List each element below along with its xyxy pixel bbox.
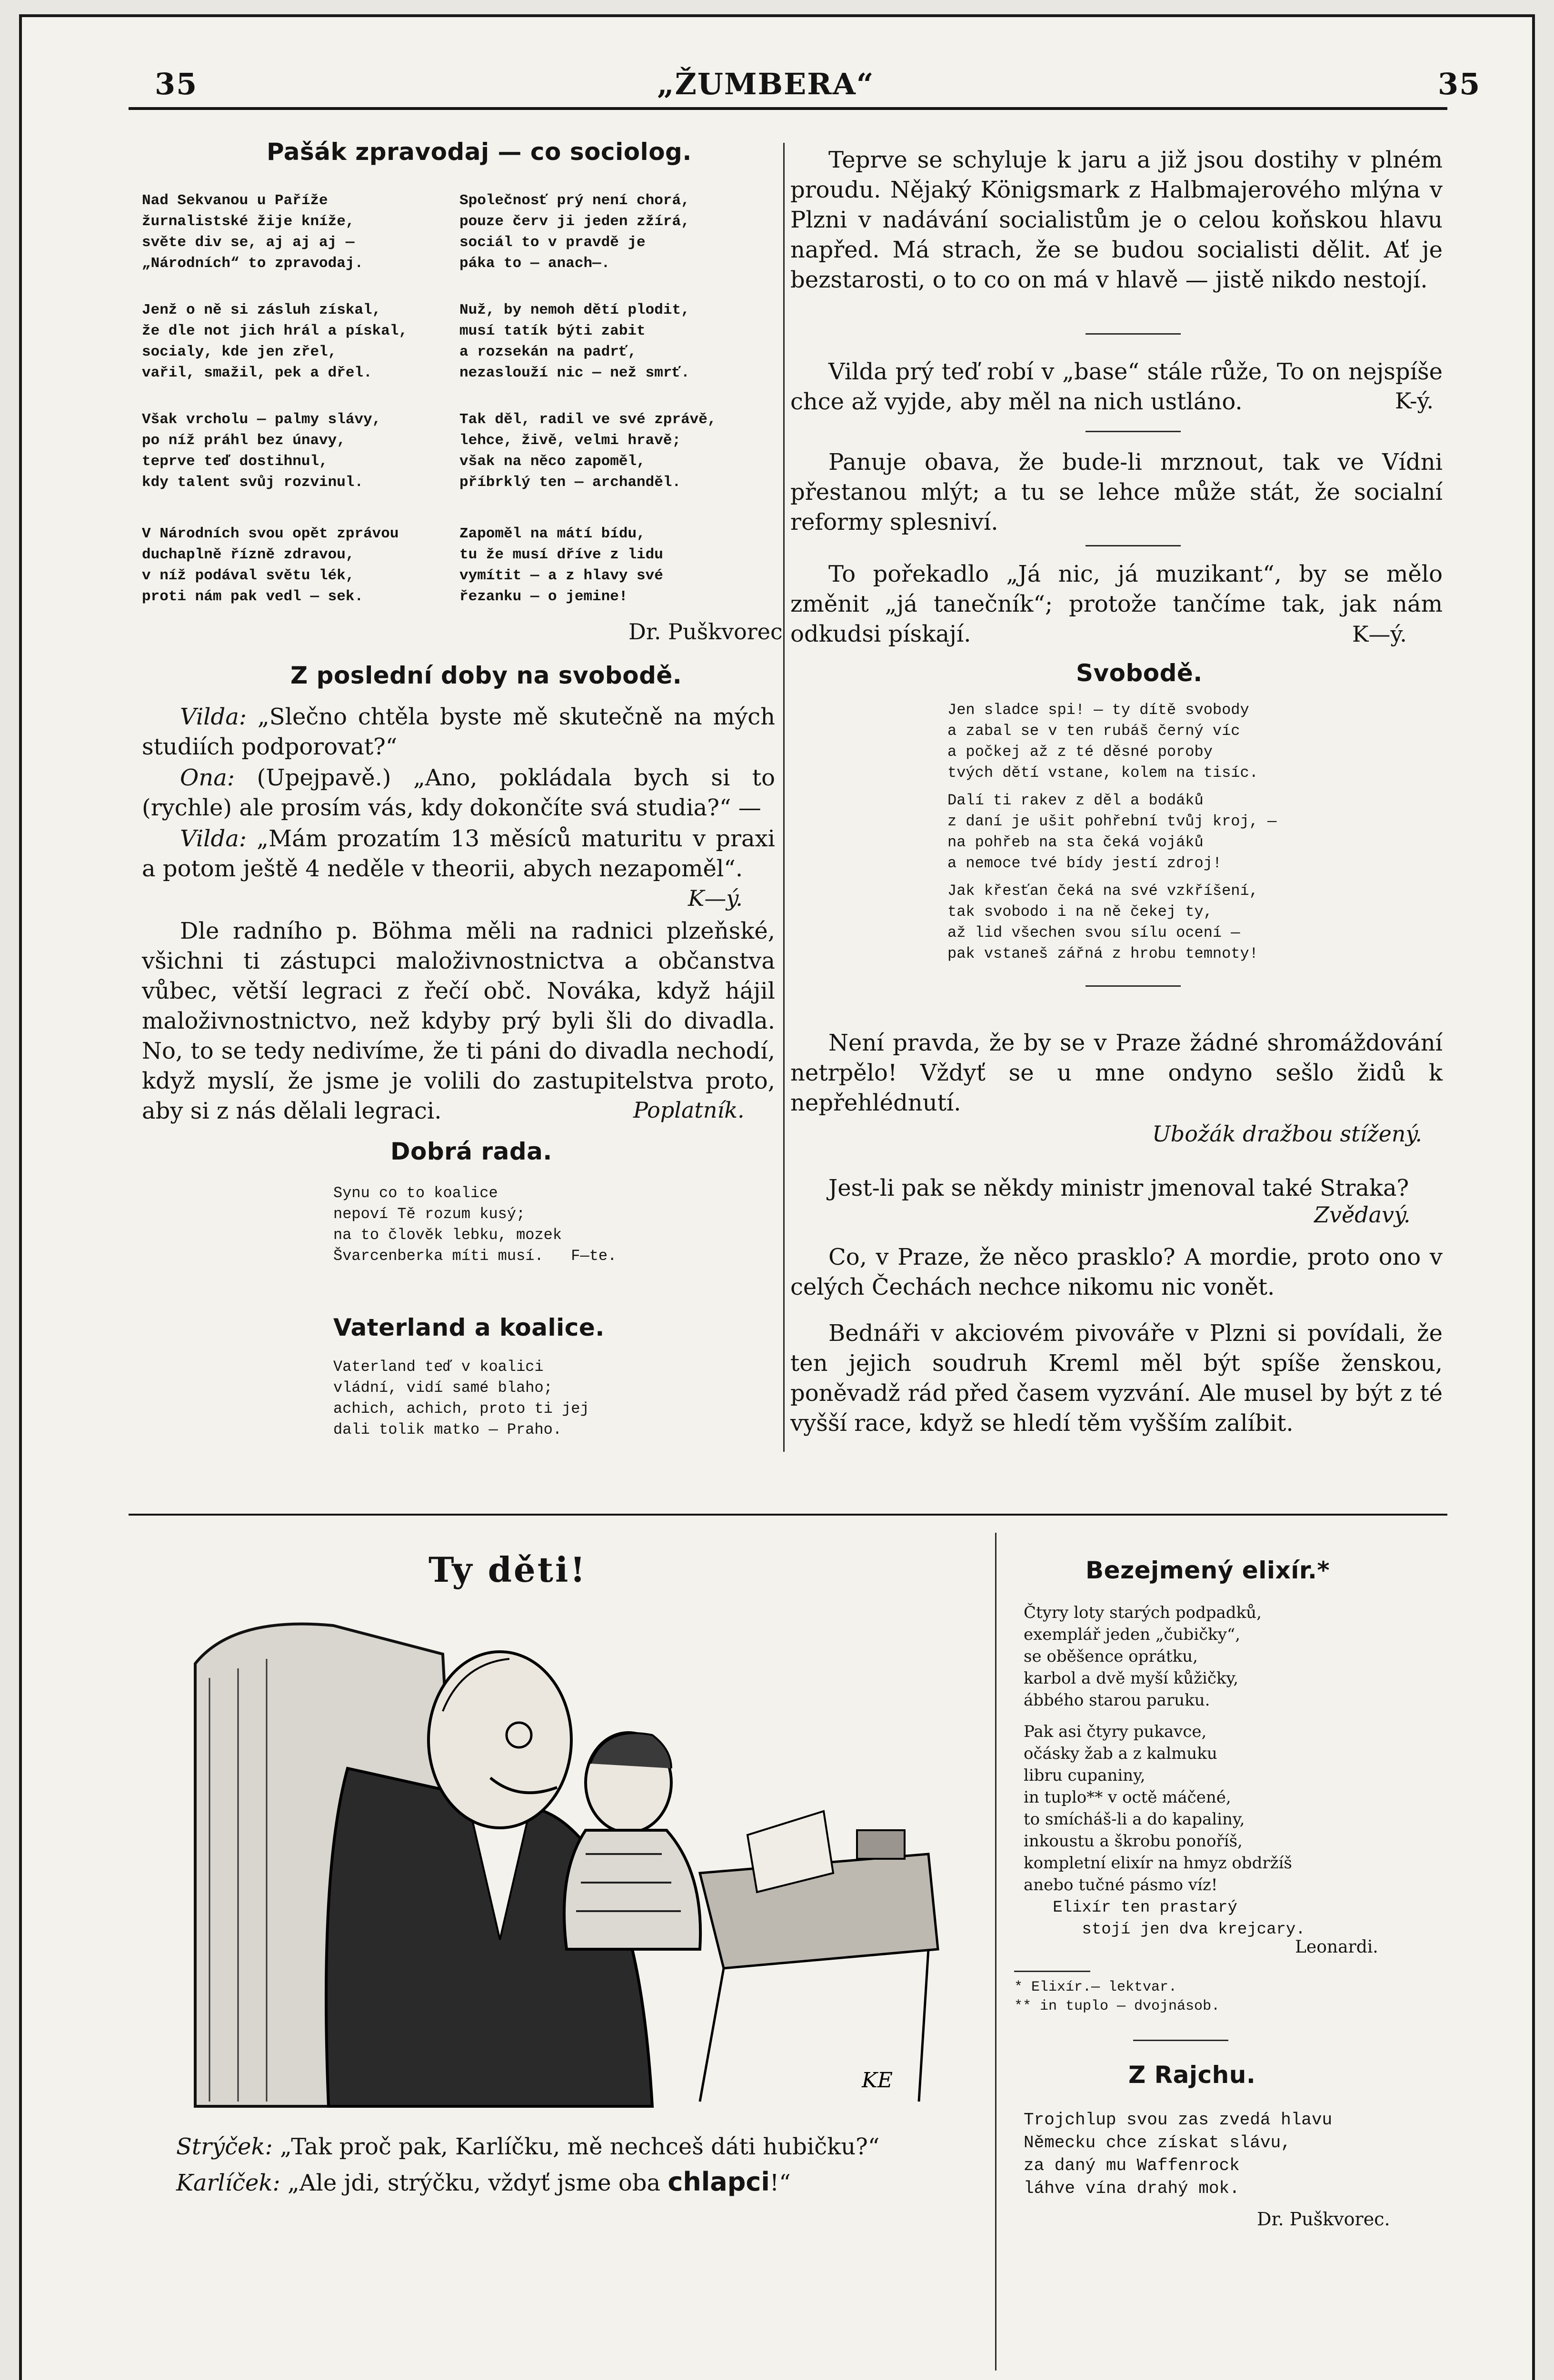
elixir-line: Čtyry loty starých podpadků, [1024,1603,1262,1622]
caption-1-text: „Tak proč pak, Karlíčku, mě nechceš dáti hubičku?“ [280,2133,880,2160]
elixir-line: kompletní elixír na hmyz obdržíš [1024,1854,1292,1873]
cartoon-column-divider [995,1533,996,2370]
box-on-desk [857,1830,905,1859]
elixir-closing: Elixír ten prastarý stojí jen dva krejcary. [1053,1899,1305,1939]
rajchu-poem: Trojchlup svou zas zvedá hlavu Německu chce získat slávu, za daný mu Waffenrock láhve vína drahý mok. [1024,2110,1333,2198]
header-rule [129,107,1447,110]
posledni-p1-text: „Slečno chtěla byste mě skutečně na mých studiích podporovat?“ [142,704,776,760]
caption-2-text: „Ale jdi, strýčku, vždyť jsme oba [287,2170,661,2196]
divider-3 [1086,545,1181,546]
pasak-title: Pašák zpravodaj — co sociolog. [267,138,692,166]
speaker-vilda: Vilda: [180,704,247,730]
praha-paragraph: Není pravda, že by se v Praze žádné shromáždování netrpělo! Vždyť se u mne ondyno sešlo židů k nepřehlédnutí. [790,1030,1443,1116]
bohm-signature: Poplatník. [633,1097,745,1123]
page-number-right: 35 [1438,67,1481,101]
caption-2-end: !“ [769,2170,791,2196]
elixir-line: inkoustu a škrobu ponoříš, [1024,1832,1243,1851]
praha-signature: Ubožák dražbou stížený. [1152,1121,1422,1147]
elixir-signature: Leonardi. [1295,1937,1378,1957]
divider-4 [1086,985,1181,987]
speaker-stryček: Strýček: [176,2133,273,2160]
elixir-line: in tuplo** v octě máčené, [1024,1788,1231,1807]
posledni-p3 [142,824,775,884]
elixir-line: očásky žab a z kalmuku [1024,1744,1217,1763]
masthead: „ŽUMBERA“ [657,67,875,101]
elixir-line: se oběšence oprátku, [1024,1647,1198,1666]
posledni-p2 [142,763,775,823]
elixir-line: ábbého starou paruku. [1024,1691,1210,1710]
dostihy-paragraph: Teprve se schyluje k jaru a již jsou dostihy v plném proudu. Nějaký Königsmark z Halbmajerového mlýna v Plzni v nadávání socialistům je o celou koňskou hlavu napřed. Má strach, že se budou socialisti dělit. Ať je bezstarosti, o to co on má v hlavě — jistě nikdo nestojí. [790,147,1443,293]
pasak-stanza-r3: Tak děl, radil ve své zprávě, lehce, živě, velmi hravě; však na něco zapoměl, příbrklý ten — archanděl. [459,411,717,491]
elixir-line: libru cupaniny, [1024,1766,1146,1785]
vilda-base-paragraph: Vilda prý teď robí v „base“ stále růže, To on nejspíše chce až vyjde, aby měl na nich ustláno. [790,358,1443,415]
cartoon-monogram: KE [862,2068,893,2092]
posledni-p1 [142,702,775,762]
posledni-title: Z poslední doby na svobodě. [290,662,682,689]
pasak-signature: Dr. Puškvorec [628,619,783,645]
svobode-stanza-2: Dalí ti rakev z děl a bodáků z daní je ušit pohřební tvůj kroj, — na pohřeb na sta čeká vojáků a nemoce tvé bídy jestí zdroj! [947,792,1277,872]
divider-5 [1133,2040,1228,2041]
footnote-rule [1014,1971,1090,1972]
man-head [428,1652,571,1828]
vilda-base-signature: K-ý. [1395,388,1434,414]
svobode-title: Svobodě. [1076,659,1203,687]
vaterland-poem: Vaterland teď v koalici vládní, vidí samé blaho; achich, achich, proto ti jej dali tolik matko — Praho. [333,1358,589,1438]
straka-signature: Zvědavý. [1314,1202,1411,1228]
divider-2 [1086,431,1181,432]
elixir-stanza-1 [1024,1602,1262,1711]
divider-1 [1086,333,1181,335]
pasak-stanza-r2: Nuž, by nemoh dětí plodit, musí tatík býti zabit a rozsekán na padrť, nezaslouží nic — než smrť. [459,302,690,381]
posledni-p3-text: „Mám prozatím 13 měsíců maturitu v praxi a potom ještě 4 neděle v theorii, abych nezapoměl“. [142,825,775,882]
cartoon-illustration [176,1606,966,2111]
pasak-stanza-l3: Však vrcholu — palmy slávy, po níž práhl bez únavy, teprve teď dostihnul, kdy talent svůj rozvinul. [142,411,381,491]
rajchu-signature: Dr. Puškvorec. [1257,2209,1390,2230]
elixir-stanza-2 [1024,1721,1292,1896]
pasak-stanza-l1: Nad Sekvanou u Paříže žurnalistské žije kníže, světe div se, aj aj aj — „Národních“ to zpravodaj. [142,192,364,272]
speaker-vilda-2: Vilda: [180,825,247,852]
muzikant-signature: K—ý. [1352,621,1407,647]
cartoon-title: Ty děti! [428,1549,587,1590]
bohm-paragraph: Dle radního p. Böhma měli na radnici plzeňské, všichni ti zástupci maloživnostnictva a občanstva vůbec, větší legraci z řečí obč. Nováka, když hájil maloživnostnictvo, než kdyby prý byli šli do divadla. No, to se tedy nedivíme, že ti páni do divadla nechodí, když myslí, že jsme je volili do zastupitelstva proto, aby si z nás dělali legraci. [142,918,775,1124]
posledni-signature: K—ý. [688,885,743,911]
straka-paragraph: Jest-li pak se někdy ministr jmenoval také Straka? [828,1175,1409,1201]
viden-paragraph: Panuje obava, že bude-li mrznout, tak ve Vídni přestanou mlýt; a tu se lehce může stát, že socialní reformy splesniví. [790,449,1443,536]
cartoon-caption-1 [176,2133,879,2160]
speaker-karlicek: Karlíček: [176,2170,280,2196]
svobode-stanza-1: Jen sladce spi! — ty dítě svobody a zabal se v ten rubáš černý víc a počkej až z té děsné poroby tvých dětí vstane, kolem na tisíc. [947,701,1258,782]
elixir-footnotes: * Elixír.— lektvar. ** in tuplo — dvojnásob. [1014,1979,1220,2014]
boy-body [564,1830,700,1949]
speaker-ona: Ona: [180,764,235,791]
caption-2-bold: chlapci [667,2167,770,2197]
section-rule [129,1514,1447,1516]
elixir-title: Bezejmený elixír.* [1086,1557,1330,1584]
posledni-p2-text: (Upejpavě.) „Ano, pokládala bych si to (rychle) ale prosím vás, kdy dokončíte svá studia?“ — [142,764,775,821]
elixir-line: karbol a dvě myší kůžičky, [1024,1669,1239,1688]
elixir-line: anebo tučné pásmo víz! [1024,1875,1218,1894]
pasak-stanza-r1: Společnosť prý není chorá, pouze červ ji jeden zžírá, sociál to v pravdě je páka to — anach—. [459,192,690,272]
page-number-left: 35 [155,67,198,101]
rajchu-title: Z Rajchu. [1128,2061,1256,2089]
elixir-line: Pak asi čtyry pukavce, [1024,1722,1207,1741]
elixir-line: exemplář jeden „čubičky“, [1024,1625,1241,1644]
bednari-paragraph: Bednáři v akciovém pivováře v Plzni si povídali, že ten jejich soudruh Kreml měl být spíše ženskou, poněvadž rád před časem vyzvání. Ale musel by být z té vyšší race, když se hledí těm vyšším zalíbit. [790,1320,1443,1437]
dobra-title: Dobrá rada. [390,1138,552,1165]
dobra-poem: Synu co to koalice nepoví Tě rozum kusý; na to člověk lebku, mozek Švarcenberka míti musí. F—te. [333,1184,617,1265]
pasak-stanza-l4: V Národních svou opět zprávou duchaplně řízně zdravou, v níž podával světu lék, proti nám pak vedl — sek. [142,526,399,605]
vaterland-title: Vaterland a koalice. [333,1314,605,1341]
column-divider [783,143,785,1452]
pasak-stanza-r4: Zapoměl na mátí bídu, tu že musí dříve z lidu vymítit — a z hlavy své řezanku — o jemine! [459,526,663,605]
muzikant-paragraph: To pořekadlo „Já nic, já muzikant“, by se mělo změnit „já tanečník“; protože tančíme tak, jak nám odkudsi pískají. [790,561,1443,647]
prasklo-paragraph: Co, v Praze, že něco prasklo? A mordie, proto ono v celých Čechách nechce nikomu nic vonět. [790,1244,1443,1300]
cartoon-caption-2 [176,2167,791,2197]
svobode-stanza-3: Jak křesťan čeká na své vzkříšení, tak svobodo i na ně čekej ty, až lid všechen svou sílu ocení — pak vstaneš zářná z hrobu temnoty! [947,882,1258,962]
pasak-stanza-l2: Jenž o ně si zásluh získal, že dle not jich hrál a pískal, socialy, kde jen zřel, vařil, smažil, pek a dřel. [142,302,408,381]
elixir-line: to smícháš-li a do kapaliny, [1024,1810,1245,1829]
